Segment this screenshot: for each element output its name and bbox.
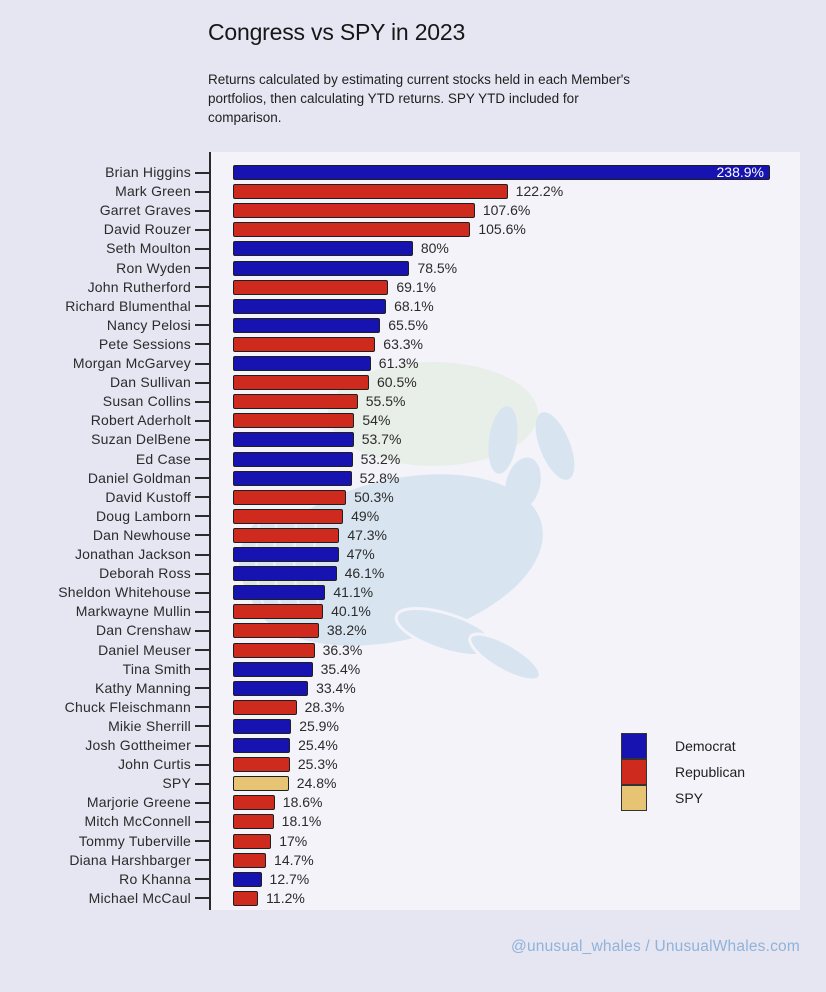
value-label: 35.4% bbox=[320, 660, 361, 677]
bar-republican bbox=[233, 490, 346, 505]
bar-democrat bbox=[233, 738, 290, 753]
bar-democrat bbox=[233, 547, 339, 562]
bar-republican bbox=[233, 814, 274, 829]
bar-republican bbox=[233, 853, 266, 868]
tick-mark bbox=[195, 286, 210, 288]
category-label: Mitch McConnell bbox=[84, 813, 191, 830]
bar-republican bbox=[233, 700, 297, 715]
value-label: 47% bbox=[346, 546, 375, 562]
tick-mark bbox=[195, 382, 210, 384]
tick-mark bbox=[195, 840, 210, 842]
value-label: 50.3% bbox=[354, 488, 394, 505]
category-label: Sheldon Whitehouse bbox=[58, 584, 191, 601]
category-label: Marjorie Greene bbox=[86, 794, 191, 811]
value-label: 18.6% bbox=[282, 794, 323, 811]
value-label: 47.3% bbox=[347, 526, 388, 543]
tick-mark bbox=[195, 687, 210, 689]
bar-democrat bbox=[233, 662, 313, 677]
tick-mark bbox=[195, 878, 210, 880]
subtitle-line-3: comparison. bbox=[208, 110, 282, 125]
bar-democrat bbox=[233, 432, 354, 447]
bar-democrat bbox=[233, 719, 291, 734]
category-label: Nancy Pelosi bbox=[106, 316, 191, 333]
category-label: Dan Sullivan bbox=[110, 374, 191, 391]
tick-mark bbox=[195, 420, 210, 422]
tick-mark bbox=[195, 496, 210, 498]
bar-democrat bbox=[233, 452, 353, 467]
category-label: Tina Smith bbox=[122, 660, 191, 677]
bar-spy bbox=[233, 776, 289, 791]
bar-republican bbox=[233, 413, 354, 428]
tick-mark bbox=[195, 783, 210, 785]
value-label: 14.7% bbox=[274, 851, 314, 868]
subtitle-line-1: Returns calculated by estimating current stocks held in each Member's bbox=[208, 72, 631, 87]
value-label: 40.1% bbox=[331, 603, 371, 620]
tick-mark bbox=[195, 267, 210, 269]
value-label: 122.2% bbox=[515, 183, 564, 200]
bar-republican bbox=[233, 184, 508, 199]
value-label-inside: 238.9% bbox=[716, 164, 764, 180]
category-label: David Rouzer bbox=[103, 221, 191, 238]
bar-democrat bbox=[233, 318, 380, 333]
tick-mark bbox=[195, 248, 210, 250]
bar-democrat bbox=[233, 299, 386, 314]
tick-mark bbox=[195, 534, 210, 536]
bar-republican bbox=[233, 643, 315, 658]
category-label: Mikie Sherrill bbox=[108, 717, 191, 734]
category-label: Michael McCaul bbox=[88, 889, 191, 906]
category-label: Kathy Manning bbox=[95, 679, 191, 696]
legend-label-democrat: Democrat bbox=[675, 738, 736, 754]
category-label: Ed Case bbox=[135, 450, 191, 467]
category-label: Morgan McGarvey bbox=[72, 355, 191, 371]
value-label: 107.6% bbox=[482, 202, 531, 219]
tick-mark bbox=[195, 745, 210, 747]
tick-mark bbox=[195, 439, 210, 441]
tick-mark bbox=[195, 725, 210, 727]
category-label: Seth Moulton bbox=[106, 240, 191, 257]
bar-republican bbox=[233, 623, 319, 638]
category-label: Markwayne Mullin bbox=[75, 603, 191, 620]
category-label: Garret Graves bbox=[99, 202, 191, 219]
tick-mark bbox=[195, 363, 210, 365]
value-label: 25.9% bbox=[299, 717, 339, 734]
tick-mark bbox=[195, 305, 210, 307]
bar-democrat bbox=[233, 566, 337, 581]
category-label: Jonathan Jackson bbox=[74, 546, 191, 562]
tick-mark bbox=[195, 859, 210, 861]
value-label: 60.5% bbox=[376, 374, 417, 391]
category-label: John Rutherford bbox=[87, 278, 191, 295]
value-label: 36.3% bbox=[322, 641, 363, 658]
category-label: SPY bbox=[162, 775, 191, 792]
value-label: 28.3% bbox=[304, 698, 345, 715]
category-label: Mark Green bbox=[115, 183, 191, 200]
footer-credit: @unusual_whales / UnusualWhales.com bbox=[511, 938, 800, 955]
tick-mark bbox=[195, 191, 210, 193]
value-label: 25.4% bbox=[298, 737, 338, 753]
legend-label-republican: Republican bbox=[675, 764, 746, 780]
bar-republican bbox=[233, 509, 343, 524]
category-label: Deborah Ross bbox=[99, 565, 191, 582]
tick-mark bbox=[195, 458, 210, 460]
tick-mark bbox=[195, 573, 210, 575]
value-label: 80% bbox=[420, 240, 449, 257]
value-label: 78.5% bbox=[417, 259, 458, 276]
category-label: John Curtis bbox=[117, 756, 191, 773]
bar-democrat bbox=[233, 872, 262, 887]
category-label: Ro Khanna bbox=[119, 870, 191, 887]
bar-republican bbox=[233, 375, 369, 390]
bar-republican bbox=[233, 337, 375, 352]
category-label: Pete Sessions bbox=[98, 335, 191, 352]
category-label: Dan Crenshaw bbox=[96, 622, 191, 639]
category-label: Robert Aderholt bbox=[90, 412, 191, 429]
legend-item-democrat bbox=[621, 733, 745, 759]
value-label: 33.4% bbox=[316, 679, 356, 696]
chart-subtitle bbox=[208, 70, 630, 127]
legend-item-spy bbox=[621, 785, 745, 811]
bar-republican bbox=[233, 203, 475, 218]
tick-mark bbox=[195, 706, 210, 708]
bar-republican bbox=[233, 280, 388, 295]
value-label: 11.2% bbox=[266, 889, 305, 906]
tick-mark bbox=[195, 611, 210, 613]
subtitle-line-2: portfolios, then calculating YTD returns. SPY YTD included for bbox=[208, 91, 579, 106]
legend bbox=[621, 733, 745, 811]
tick-mark bbox=[195, 592, 210, 594]
tick-mark bbox=[195, 343, 210, 345]
tick-mark bbox=[195, 229, 210, 231]
bar-democrat bbox=[233, 261, 409, 276]
category-label: Suzan DelBene bbox=[91, 431, 191, 448]
category-label: Chuck Fleischmann bbox=[64, 698, 191, 715]
category-label: Richard Blumenthal bbox=[65, 297, 191, 314]
bar-democrat bbox=[233, 356, 371, 371]
y-axis-line bbox=[209, 152, 211, 910]
bar-republican bbox=[233, 891, 258, 906]
tick-mark bbox=[195, 802, 210, 804]
bar-democrat bbox=[233, 585, 325, 600]
value-label: 55.5% bbox=[365, 393, 406, 410]
tick-mark bbox=[195, 764, 210, 766]
bar-republican bbox=[233, 757, 290, 772]
tick-mark bbox=[195, 324, 210, 326]
value-label: 53.2% bbox=[360, 450, 401, 467]
value-label: 49% bbox=[351, 507, 380, 524]
value-label: 68.1% bbox=[394, 297, 434, 314]
category-label: Susan Collins bbox=[102, 393, 191, 410]
value-label: 18.1% bbox=[281, 813, 322, 830]
category-label: Ron Wyden bbox=[116, 259, 191, 276]
tick-mark bbox=[195, 172, 210, 174]
value-label: 25.3% bbox=[297, 756, 338, 773]
bar-republican bbox=[233, 604, 323, 619]
value-label: 54% bbox=[362, 412, 391, 429]
bar-democrat bbox=[233, 681, 308, 696]
tick-mark bbox=[195, 477, 210, 479]
bar-republican bbox=[233, 394, 358, 409]
legend-swatch-republican bbox=[621, 759, 647, 785]
category-label: Doug Lamborn bbox=[95, 507, 191, 524]
value-label: 69.1% bbox=[396, 278, 437, 295]
legend-label-spy: SPY bbox=[675, 790, 704, 806]
bar-democrat bbox=[233, 471, 352, 486]
tick-mark bbox=[195, 630, 210, 632]
value-label: 61.3% bbox=[378, 355, 419, 371]
category-label: Josh Gottheimer bbox=[85, 737, 191, 753]
value-label: 24.8% bbox=[296, 775, 337, 792]
category-label: Daniel Goldman bbox=[87, 469, 191, 486]
chart-title: Congress vs SPY in 2023 bbox=[208, 19, 466, 45]
tick-mark bbox=[195, 210, 210, 212]
tick-mark bbox=[195, 649, 210, 651]
legend-swatch-spy bbox=[621, 785, 647, 811]
bar-republican bbox=[233, 834, 271, 849]
tick-mark bbox=[195, 668, 210, 670]
category-label: Brian Higgins bbox=[105, 164, 191, 180]
bar-republican bbox=[233, 528, 339, 543]
bar-democrat bbox=[233, 241, 413, 256]
value-label: 65.5% bbox=[388, 316, 428, 333]
tick-mark bbox=[195, 515, 210, 517]
category-label: Diana Harshbarger bbox=[69, 851, 191, 868]
category-label: Daniel Meuser bbox=[98, 641, 191, 658]
bar-democrat bbox=[233, 165, 770, 180]
category-label: Tommy Tuberville bbox=[78, 832, 191, 849]
tick-mark bbox=[195, 821, 210, 823]
legend-item-republican bbox=[621, 759, 745, 785]
value-label: 105.6% bbox=[478, 221, 526, 238]
value-label: 12.7% bbox=[269, 870, 310, 887]
tick-mark bbox=[195, 401, 210, 403]
tick-mark bbox=[195, 554, 210, 556]
value-label: 41.1% bbox=[333, 584, 374, 601]
value-label: 46.1% bbox=[344, 565, 385, 582]
category-label: Dan Newhouse bbox=[92, 526, 191, 543]
bar-republican bbox=[233, 222, 470, 237]
category-label: David Kustoff bbox=[105, 488, 191, 505]
tick-mark bbox=[195, 897, 210, 899]
value-label: 38.2% bbox=[326, 622, 367, 639]
value-label: 17% bbox=[279, 832, 308, 849]
value-label: 53.7% bbox=[361, 431, 402, 448]
legend-swatch-democrat bbox=[621, 733, 647, 759]
bar-republican bbox=[233, 795, 275, 810]
value-label: 63.3% bbox=[383, 335, 423, 352]
value-label: 52.8% bbox=[359, 469, 400, 486]
